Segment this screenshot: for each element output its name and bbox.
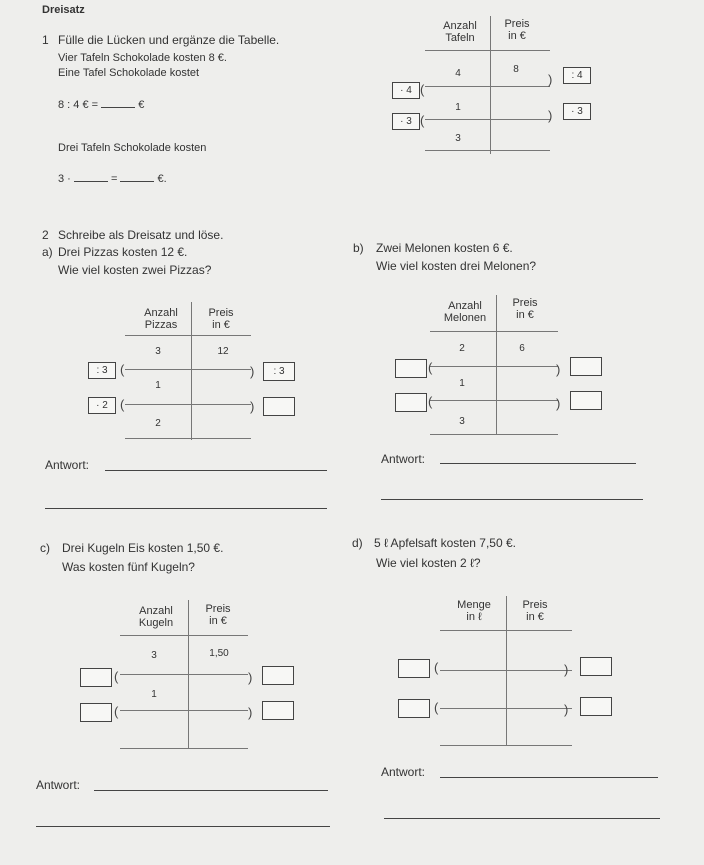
ex2a-col2-header [196,307,246,331]
ex2b-op-left1-input[interactable] [395,359,427,378]
ex2c-line-h2 [120,674,248,675]
ex2d-line-h2 [440,670,572,671]
ex2c-answer-line2[interactable] [36,826,330,827]
ex2a-col2-label: Preis [208,307,234,319]
ex2-number: 2 [42,228,49,242]
ex2a-line-h3 [125,404,251,405]
ex2a-col2-sub: in € [212,319,230,331]
ex1-col1-label: Anzahl [443,20,477,32]
ex2b-col1-label: Anzahl [448,300,482,312]
ex1-calc1-unit: € [138,99,145,111]
ex1-fact1: Vier Tafeln Schokolade kosten 8 €. [58,52,227,64]
ex1-calc1 [58,98,144,111]
ex2c-line1: Drei Kugeln Eis kosten 1,50 €. [62,541,224,555]
ex2d-divider [506,596,507,746]
ex2b-col2-header [500,297,550,321]
ex2c-answer-label: Antwort: [36,778,81,792]
ex1-r3-a: 3 [455,133,461,144]
ex2a-answer-line2[interactable] [45,508,327,509]
ex2c-r2-a: 1 [151,689,157,700]
ex2a-arc-right2: ) [250,399,255,414]
ex2b-col1-header [436,300,494,324]
ex2a-answer-line1[interactable] [105,470,327,471]
ex2a-line-h4 [125,438,251,439]
ex2d-line2: Wie viel kosten 2 ℓ? [376,556,481,570]
ex2d-answer-line1[interactable] [440,777,658,778]
ex2b-arc-right2: ) [556,396,561,411]
ex2b-label: b) [353,241,364,255]
ex2c-op-right2-input[interactable] [262,701,294,720]
ex2b-line-h3 [430,400,558,401]
ex2c-op-right1-input[interactable] [262,666,294,685]
ex1-col2-sub: in € [508,30,526,42]
ex2b-r1-a: 2 [459,343,465,354]
ex1-table-row-line1 [425,86,550,87]
ex1-calc2-left: 3 · [58,173,71,185]
ex2c-arc-left1: ( [114,669,119,684]
ex1-op-right2: · 3 [563,103,591,120]
ex1-col1-sub: Tafeln [445,32,475,44]
ex2b-r1-b: 6 [519,343,525,354]
ex1-instruction: Fülle die Lücken und ergänze die Tabelle. [58,33,280,47]
ex2-instruction: Schreibe als Dreisatz und löse. [58,228,224,242]
ex2c-col2-sub: in € [209,615,227,627]
ex2a-line1: Drei Pizzas kosten 12 €. [58,245,188,259]
ex1-table-divider [490,16,491,154]
ex1-calc1-blank[interactable] [101,98,135,108]
ex2a-r2-a: 1 [155,380,161,391]
ex2b-line-h1 [430,331,558,332]
ex2d-op-left1-input[interactable] [398,659,430,678]
ex2b-col1-sub: Melonen [443,312,487,324]
ex2c-line-h1 [120,635,248,636]
ex2a-line-h1 [125,335,251,336]
ex1-op-right1: : 4 [563,67,591,84]
ex2a-r3-a: 2 [155,418,161,429]
ex2b-op-right2-input[interactable] [570,391,602,410]
ex1-table-bottom-line [425,150,550,151]
ex2c-op-left1-input[interactable] [80,668,112,687]
ex1-table-row-line2 [425,119,550,120]
ex2c-op-left2-input[interactable] [80,703,112,722]
ex2a-label: a) [42,245,53,259]
ex2d-arc-right2: ) [564,702,569,717]
ex2d-col2-header [510,599,560,623]
ex1-arc-left2: ( [420,113,425,128]
ex2d-col1-sub: in ℓ [466,611,482,623]
ex2b-arc-left2: ( [428,394,433,409]
ex2d-label: d) [352,536,363,550]
ex2a-line2: Wie viel kosten zwei Pizzas? [58,263,212,277]
ex1-number: 1 [42,33,49,47]
ex1-op-left1: · 4 [392,82,420,99]
ex2c-col1-header [128,605,184,629]
ex1-col2-label: Preis [504,18,530,30]
ex1-arc-right1: ) [548,72,553,87]
ex2b-answer-line2[interactable] [381,499,643,500]
ex2d-answer-label: Antwort: [381,765,426,779]
ex2d-op-right2-input[interactable] [580,697,612,716]
ex2c-r1-a: 3 [151,650,157,661]
ex1-r1-b: 8 [513,64,519,75]
ex2d-col1-label: Menge [457,599,491,611]
ex1-fact2: Eine Tafel Schokolade kostet [58,67,200,79]
ex2c-line-h3 [120,710,248,711]
ex2b-answer-label: Antwort: [381,452,426,466]
ex1-arc-left1: ( [420,82,425,97]
ex2b-line1: Zwei Melonen kosten 6 €. [376,241,513,255]
ex1-calc1-left: 8 : 4 € = [58,99,99,111]
ex2d-op-left2-input[interactable] [398,699,430,718]
ex2b-r2-a: 1 [459,378,465,389]
ex2a-line-h2 [125,369,251,370]
ex1-op-left2: · 3 [392,113,420,130]
ex2c-arc-right2: ) [248,705,253,720]
ex2a-divider [191,302,192,440]
ex1-calc2-blank1[interactable] [74,172,108,182]
ex1-calc2-blank2[interactable] [120,172,154,182]
ex2d-arc-left1: ( [434,660,439,675]
ex2a-arc-left2: ( [120,397,125,412]
ex2a-op-left1: : 3 [88,362,116,379]
ex2d-answer-line2[interactable] [384,818,660,819]
ex1-calc2-eq: = [110,173,118,185]
ex2b-arc-left1: ( [428,360,433,375]
ex2c-line-h4 [120,748,248,749]
ex2d-col2-label: Preis [522,599,548,611]
ex2b-op-left2-input[interactable] [395,393,427,412]
ex2a-r1-a: 3 [155,346,161,357]
ex2c-col1-sub: Kugeln [138,617,174,629]
page-title: Dreisatz [42,4,85,16]
ex2d-col2-sub: in € [526,611,544,623]
ex2c-r1-b: 1,50 [209,648,229,659]
ex2d-line1: 5 ℓ Apfelsaft kosten 7,50 €. [374,536,516,550]
ex2a-col1-header [135,307,187,331]
ex2b-divider [496,295,497,435]
ex1-table-col1-header [432,20,488,44]
ex2d-line-h4 [440,745,572,746]
ex2c-col2-label: Preis [205,603,231,615]
ex2c-col2-header [193,603,243,627]
ex2d-arc-left2: ( [434,700,439,715]
ex2b-col2-label: Preis [512,297,538,309]
ex2c-arc-left2: ( [114,704,119,719]
ex2a-op-right1: : 3 [263,362,295,381]
ex2b-r3-a: 3 [459,416,465,427]
ex1-r1-a: 4 [455,68,461,79]
ex1-table-header-line [425,50,550,51]
ex2a-op-right2-input[interactable] [263,397,295,416]
ex2b-col2-sub: in € [516,309,534,321]
ex2d-line-h3 [440,708,572,709]
ex2b-line-h4 [430,434,558,435]
ex2b-arc-right1: ) [556,362,561,377]
ex2a-op-left2: · 2 [88,397,116,414]
ex1-calc2-unit: €. [157,173,167,185]
ex2a-arc-right1: ) [250,364,255,379]
ex2c-line2: Was kosten fünf Kugeln? [62,560,195,574]
ex1-arc-right2: ) [548,108,553,123]
ex2c-label: c) [40,541,50,555]
ex2d-col1-header [446,599,502,623]
ex2a-col1-label: Anzahl [144,307,178,319]
ex2a-r1-b: 12 [217,346,229,357]
ex1-table-col2-header [492,18,542,42]
ex1-fact3: Drei Tafeln Schokolade kosten [58,142,207,154]
ex2d-arc-right1: ) [564,662,569,677]
ex2d-line-h1 [440,630,572,631]
ex2c-arc-right1: ) [248,670,253,685]
ex2c-answer-line1[interactable] [94,790,328,791]
ex2a-answer-label: Antwort: [45,458,90,472]
ex2b-line2: Wie viel kosten drei Melonen? [376,259,537,273]
ex2c-col1-label: Anzahl [139,605,173,617]
ex2d-op-right1-input[interactable] [580,657,612,676]
ex2a-arc-left1: ( [120,362,125,377]
ex1-r2-a: 1 [455,102,461,113]
ex2b-answer-line1[interactable] [440,463,636,464]
ex2b-op-right1-input[interactable] [570,357,602,376]
ex2b-line-h2 [430,366,558,367]
ex1-calc2 [58,172,167,185]
ex2a-col1-sub: Pizzas [144,319,178,331]
